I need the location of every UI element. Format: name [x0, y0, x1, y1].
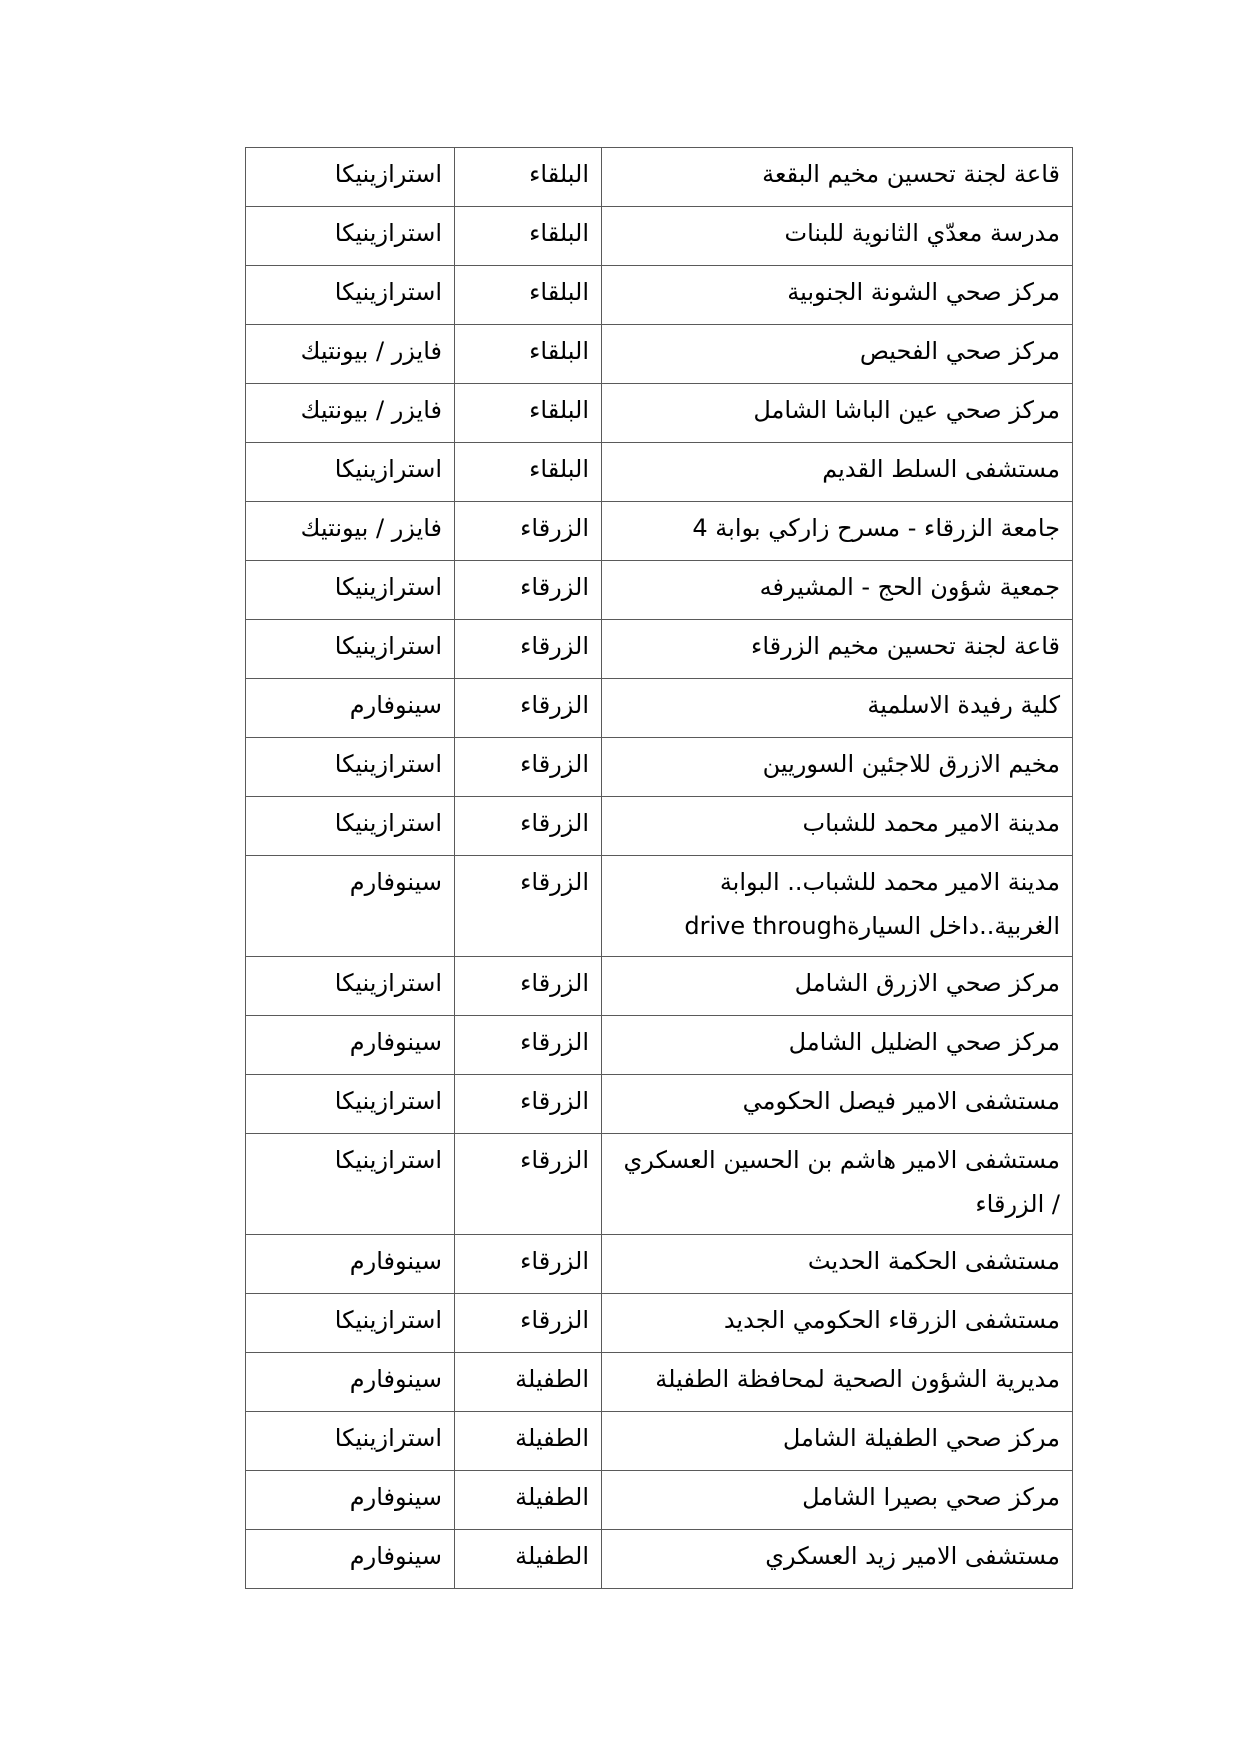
vaccine-cell: استرازينيكا [246, 1134, 455, 1235]
table-row [246, 148, 1073, 207]
table-row [246, 797, 1073, 856]
governorate-cell: الطفيلة [455, 1353, 602, 1412]
vaccine-cell: استرازينيكا [246, 148, 455, 207]
governorate-cell: البلقاء [455, 384, 602, 443]
center-name-cell: قاعة لجنة تحسين مخيم البقعة [602, 148, 1073, 207]
governorate-cell: البلقاء [455, 325, 602, 384]
vaccine-cell: استرازينيكا [246, 1075, 455, 1134]
table-row [246, 1016, 1073, 1075]
governorate-cell: البلقاء [455, 266, 602, 325]
governorate-cell: الزرقاء [455, 797, 602, 856]
table-row [246, 443, 1073, 502]
center-name-cell: مستشفى الامير فيصل الحكومي [602, 1075, 1073, 1134]
center-name-cell: مستشفى الزرقاء الحكومي الجديد [602, 1294, 1073, 1353]
governorate-cell: الزرقاء [455, 561, 602, 620]
center-name-cell: مدينة الامير محمد للشباب [602, 797, 1073, 856]
vaccine-cell: استرازينيكا [246, 207, 455, 266]
vaccine-cell: سينوفارم [246, 1530, 455, 1589]
governorate-cell: الزرقاء [455, 1016, 602, 1075]
table-row [246, 266, 1073, 325]
governorate-cell: الطفيلة [455, 1530, 602, 1589]
vaccine-cell: سينوفارم [246, 679, 455, 738]
table-row [246, 384, 1073, 443]
governorate-cell: الطفيلة [455, 1412, 602, 1471]
center-name-cell: مخيم الازرق للاجئين السوريين [602, 738, 1073, 797]
center-name-cell: مديرية الشؤون الصحية لمحافظة الطفيلة [602, 1353, 1073, 1412]
vaccine-cell: فايزر / بيونتيك [246, 502, 455, 561]
governorate-cell: البلقاء [455, 148, 602, 207]
center-name-cell: مستشفى الامير زيد العسكري [602, 1530, 1073, 1589]
governorate-cell: الزرقاء [455, 1294, 602, 1353]
vaccine-cell: فايزر / بيونتيك [246, 325, 455, 384]
center-name-cell: قاعة لجنة تحسين مخيم الزرقاء [602, 620, 1073, 679]
table-row [246, 856, 1073, 957]
governorate-cell: البلقاء [455, 443, 602, 502]
vaccine-cell: فايزر / بيونتيك [246, 384, 455, 443]
vaccine-cell: استرازينيكا [246, 1294, 455, 1353]
center-name-cell: مركز صحي الفحيص [602, 325, 1073, 384]
governorate-cell: الزرقاء [455, 502, 602, 561]
vaccine-cell: استرازينيكا [246, 561, 455, 620]
vaccine-cell: استرازينيكا [246, 266, 455, 325]
governorate-cell: الزرقاء [455, 679, 602, 738]
table-row [246, 207, 1073, 266]
governorate-cell: الطفيلة [455, 1471, 602, 1530]
vaccine-cell: سينوفارم [246, 1016, 455, 1075]
table-row [246, 957, 1073, 1016]
center-name-cell: مركز صحي بصيرا الشامل [602, 1471, 1073, 1530]
center-name-cell: مدينة الامير محمد للشباب.. البوابة الغربية..داخل السيارةdrive through [602, 856, 1073, 957]
table-row [246, 1235, 1073, 1294]
center-name-cell: مدرسة معدّي الثانوية للبنات [602, 207, 1073, 266]
vaccine-cell: استرازينيكا [246, 797, 455, 856]
table-row [246, 1134, 1073, 1235]
vaccine-cell: سينوفارم [246, 856, 455, 957]
governorate-cell: الزرقاء [455, 957, 602, 1016]
center-name-cell: مركز صحي الطفيلة الشامل [602, 1412, 1073, 1471]
table-row [246, 1471, 1073, 1530]
center-name-cell: كلية رفيدة الاسلمية [602, 679, 1073, 738]
center-name-cell: مستشفى الامير هاشم بن الحسين العسكري / الزرقاء [602, 1134, 1073, 1235]
center-name-cell: مركز صحي الضليل الشامل [602, 1016, 1073, 1075]
vaccine-cell: سينوفارم [246, 1235, 455, 1294]
table-row [246, 1353, 1073, 1412]
center-name-cell: مركز صحي عين الباشا الشامل [602, 384, 1073, 443]
governorate-cell: الزرقاء [455, 620, 602, 679]
center-name-cell: مركز صحي الشونة الجنوبية [602, 266, 1073, 325]
center-name-cell: جامعة الزرقاء - مسرح زاركي بوابة 4 [602, 502, 1073, 561]
vaccination-centers-table [245, 147, 1073, 1589]
vaccine-cell: استرازينيكا [246, 738, 455, 797]
center-name-cell: جمعية شؤون الحج - المشيرفه [602, 561, 1073, 620]
governorate-cell: الزرقاء [455, 738, 602, 797]
table-row [246, 1075, 1073, 1134]
table-row [246, 561, 1073, 620]
vaccine-cell: استرازينيكا [246, 1412, 455, 1471]
governorate-cell: الزرقاء [455, 1075, 602, 1134]
table-row [246, 1412, 1073, 1471]
center-name-cell: مستشفى الحكمة الحديث [602, 1235, 1073, 1294]
governorate-cell: البلقاء [455, 207, 602, 266]
table-row [246, 1530, 1073, 1589]
table-row [246, 325, 1073, 384]
governorate-cell: الزرقاء [455, 1134, 602, 1235]
table-row [246, 502, 1073, 561]
center-name-cell: مركز صحي الازرق الشامل [602, 957, 1073, 1016]
vaccine-cell: استرازينيكا [246, 443, 455, 502]
table-row [246, 1294, 1073, 1353]
vaccine-cell: سينوفارم [246, 1353, 455, 1412]
vaccine-cell: استرازينيكا [246, 620, 455, 679]
center-name-cell: مستشفى السلط القديم [602, 443, 1073, 502]
governorate-cell: الزرقاء [455, 1235, 602, 1294]
governorate-cell: الزرقاء [455, 856, 602, 957]
table-row [246, 679, 1073, 738]
vaccine-cell: استرازينيكا [246, 957, 455, 1016]
table-row [246, 738, 1073, 797]
vaccine-cell: سينوفارم [246, 1471, 455, 1530]
table-row [246, 620, 1073, 679]
